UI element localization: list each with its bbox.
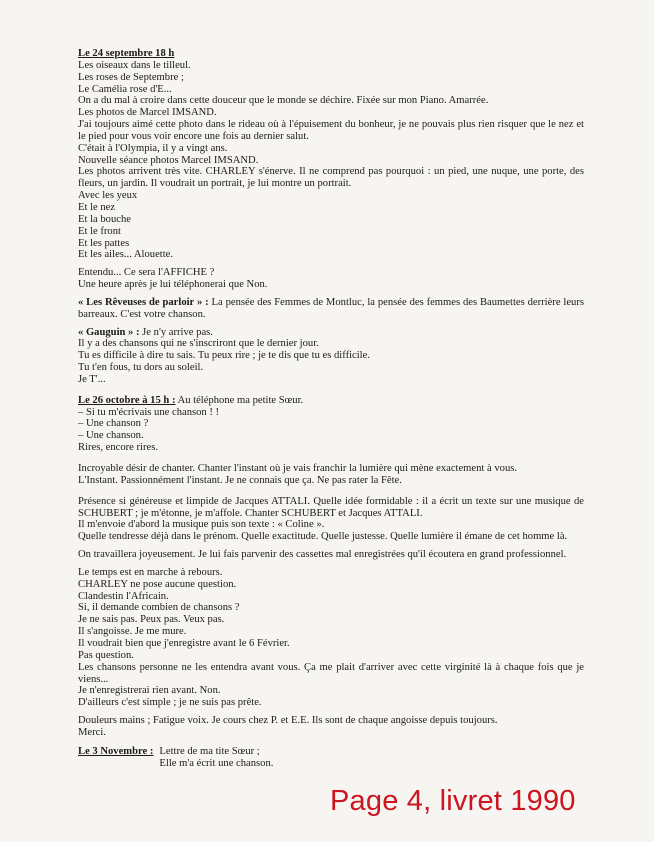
text-line: Les oiseaux dans le tilleul. — [78, 59, 191, 71]
entry-text: Je n'y arrive pas. — [139, 326, 213, 338]
text-line: Pas question. — [78, 649, 134, 661]
text-line: Clandestin l'Africain. — [78, 590, 169, 602]
text-line: Rires, encore rires. — [78, 442, 159, 454]
closing-line: Elle m'a écrit une chanson. — [159, 757, 274, 769]
text-line: Il y a des chansons qui ne s'inscriront que le dernier jour. — [78, 338, 319, 350]
text-line: – Une chanson. — [78, 430, 144, 442]
page-caption: Page 4, livret 1990 — [330, 785, 576, 817]
text-line: Une heure après je lui téléphonerai que Non. — [78, 279, 268, 291]
text-line: Quelle tendresse déjà dans le prénom. Quelle exactitude. Quelle justesse. Quelle lumière il émane de cet homme là. — [78, 531, 568, 543]
closing-entry — [78, 746, 584, 770]
text-line: Le Camélia rose d'E... — [78, 83, 172, 95]
text-line: On travaillera joyeusement. Je lui fais parvenir des cassettes mal enregistrées qu'il écoutera en grand professionnel. — [78, 549, 567, 561]
entry-date-heading — [78, 48, 584, 60]
text-line: Et les pattes — [78, 237, 130, 249]
text-line: – Une chanson ? — [78, 418, 149, 430]
text-line: Douleurs mains ; Fatigue voix. Je cours chez P. et E.E. Ils sont de chaque angoisse depuis toujours. — [78, 715, 498, 727]
text-line: Merci. — [78, 726, 106, 738]
text-line: Tu es difficile à dire tu sais. Tu peux rire ; je te dis que tu es difficile. — [78, 350, 370, 362]
text-line: Les photos de Marcel IMSAND. — [78, 107, 217, 119]
text-line: Les photos arrivent très vite. CHARLEY s'énerve. Il ne comprend pas pourquoi : un pied, une nuque, une porte, des fleurs, un jardin. Il voudrait un portrait, je lui montre un portrait. — [78, 166, 584, 190]
text-line: Entendu... Ce sera l'AFFICHE ? — [78, 267, 215, 279]
text-line: – Si tu m'écrivais une chanson ! ! — [78, 406, 220, 418]
entry-text: La pensée des Femmes de Montluc, la pensée des femmes des Baumettes derrière leurs barreaux. C'est votre chanson. — [78, 296, 584, 320]
entry-text: Au téléphone ma petite Sœur. — [175, 394, 304, 406]
text-line: Les chansons personne ne les entendra avant vous. Ça me plait d'arriver avec cette virginité là à chaque fois que je viens... — [78, 661, 584, 685]
text-line: Il m'envoie d'abord la musique puis son texte : « Coline ». — [78, 519, 325, 531]
text-line: On a du mal à croire dans cette douceur que le monde se déchire. Fixée sur mon Piano. Amarrée. — [78, 95, 489, 107]
text-line: L'Instant. Passionnément l'instant. Je ne connais que ça. Ne pas rater la Fête. — [78, 474, 402, 486]
text-line: Tu t'en fous, tu dors au soleil. — [78, 362, 204, 374]
text-line: Il s'angoisse. Je me mure. — [78, 626, 187, 638]
song-title: « Gauguin » : — [78, 326, 140, 338]
text-line: Si, il demande combien de chansons ? — [78, 602, 240, 614]
text-line: Et le front — [78, 225, 121, 237]
text-line: J'ai toujours aimé cette photo dans le rideau où à l'épuisement du bonheur, je ne pouvais plus rien risquer que le nez et le pied pour vous voir encore une fois au dernier salut. — [78, 119, 584, 142]
text-line: Le temps est en marche à rebours. — [78, 566, 223, 578]
text-line: Et la bouche — [78, 213, 131, 225]
text-line: Je ne sais pas. Peux pas. Veux pas. — [78, 614, 225, 626]
text-line: Il voudrait bien que j'enregistre avant le 6 Février. — [78, 637, 290, 649]
journal-page — [78, 48, 584, 769]
closing-line: Lettre de ma tite Sœur ; — [159, 745, 260, 757]
closing-lines — [159, 746, 273, 770]
text-line: Incroyable désir de chanter. Chanter l'instant où je vais franchir la lumière qui mène exactement à vous. — [78, 463, 518, 474]
text-line: Présence si généreuse et limpide de Jacques ATTALI. Quelle idée formidable : il a écrit un texte sur une musique de SCHUBERT ; je m'étonne, je m'affole. Chanter SCHUBERT et Jacques ATTALI. — [78, 495, 584, 519]
date-heading-text: Le 26 octobre à 15 h : — [78, 394, 176, 406]
closing-date: Le 3 Novembre : — [78, 745, 154, 757]
text-line: C'était à l'Olympia, il y a vingt ans. — [78, 142, 228, 154]
text-line: Je n'enregistrerai rien avant. Non. — [78, 685, 221, 697]
text-line: CHARLEY ne pose aucune question. — [78, 578, 237, 590]
text-line: Avec les yeux — [78, 190, 138, 202]
date-heading-text: Le 24 septembre 18 h — [78, 48, 175, 59]
text-line: Et le nez — [78, 201, 116, 213]
song-title: « Les Rêveuses de parloir » : — [78, 296, 209, 308]
text-line: Je T'... — [78, 373, 106, 385]
entry-date-line — [78, 395, 584, 407]
text-line: D'ailleurs c'est simple ; je ne suis pas prête. — [78, 697, 262, 709]
text-line: Les roses de Septembre ; — [78, 71, 184, 83]
text-line: Et les ailes... Alouette. — [78, 249, 174, 261]
journal-entries — [78, 48, 584, 739]
song-note-line — [78, 327, 584, 339]
text-line: Nouvelle séance photos Marcel IMSAND. — [78, 154, 259, 166]
song-note-line — [78, 297, 584, 321]
